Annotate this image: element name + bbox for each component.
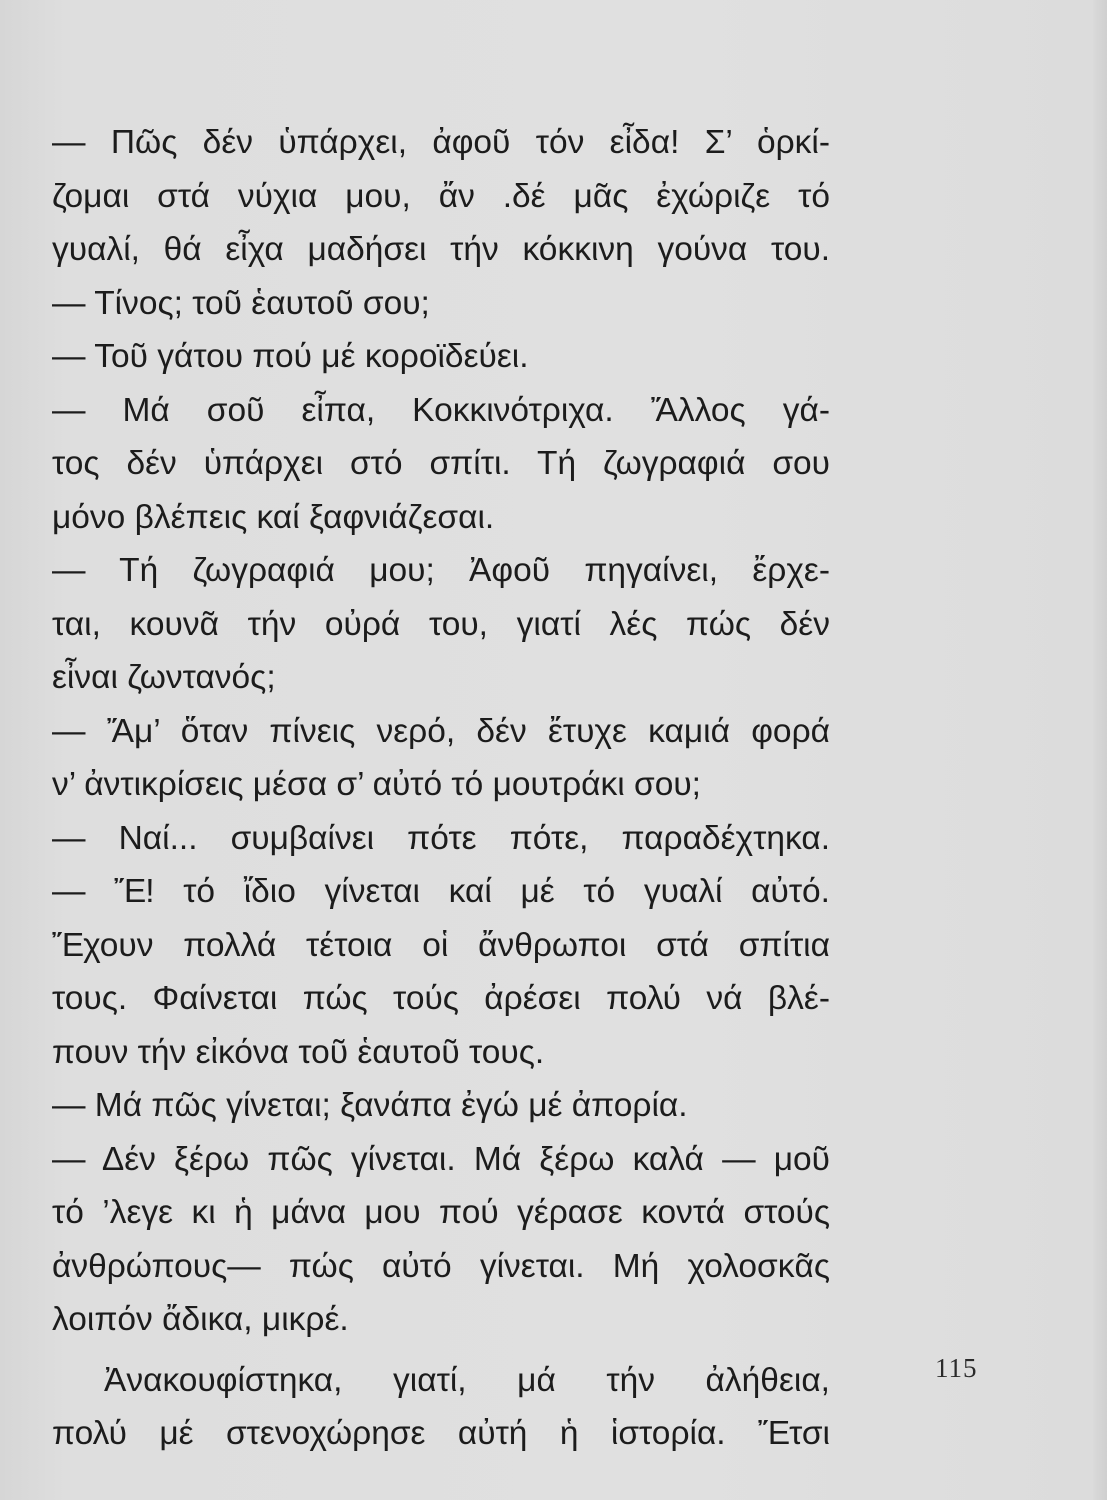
- text-line: — Τίνος; τοῦ ἑαυτοῦ σου;: [52, 284, 430, 322]
- text-line: — Ναί... συμβαίνει πότε πότε, παραδέχτηκα.: [52, 819, 830, 857]
- text-line: ται, κουνᾶ τήν οὐρά του, γιατί λές πώς δέν: [52, 605, 830, 643]
- text-line: ἀνθρώπους— πώς αὐτό γίνεται. Μή χολοσκᾶς: [52, 1247, 830, 1285]
- text-line: — Ἄμ’ ὅταν πίνεις νερό, δέν ἔτυχε καμιά φορά: [52, 712, 830, 750]
- text-line: ζομαι στά νύχια μου, ἄν .δέ μᾶς ἐχώριζε τό: [52, 177, 830, 215]
- page-edge: [1093, 0, 1107, 1500]
- text-line: — Ἔ! τό ἴδιο γίνεται καί μέ τό γυαλί αὐτό.: [52, 873, 830, 910]
- text-line: μόνο βλέπεις καί ξαφνιάζεσαι.: [52, 498, 495, 536]
- text-line: — Μά σοῦ εἶπα, Κοκκινότριχα. Ἄλλος γά-: [52, 391, 830, 429]
- text-line: εἶναι ζωντανός;: [52, 659, 276, 696]
- text-line: — Μά πῶς γίνεται; ξανάπα ἐγώ μέ ἀπορία.: [52, 1087, 688, 1124]
- text-line: γυαλί, θά εἶχα μαδήσει τήν κόκκινη γούνα του.: [52, 231, 830, 268]
- text-line: τό ’λεγε κι ἡ μάνα μου πού γέρασε κοντά στούς: [52, 1194, 830, 1231]
- text-line: ν’ ἀντικρίσεις μέσα σ’ αὐτό τό μουτράκι σου;: [52, 766, 701, 803]
- text-line: τους. Φαίνεται πώς τούς ἀρέσει πολύ νά βλέ-: [52, 980, 830, 1017]
- page-number: 115: [935, 1353, 978, 1383]
- body-text: [52, 116, 830, 1461]
- text-line: πουν τήν εἰκόνα τοῦ ἑαυτοῦ τους.: [52, 1033, 545, 1071]
- text-line: Ἔχουν πολλά τέτοια οἱ ἄνθρωποι στά σπίτια: [52, 926, 830, 964]
- text-line: — Τοῦ γάτου πού μέ κοροϊδεύει.: [52, 338, 529, 375]
- text-line: — Πῶς δέν ὑπάρχει, ἀφοῦ τόν εἶδα! Σ’ ὁρκί-: [52, 124, 830, 161]
- text-line: πολύ μέ στενοχώρησε αὐτή ἡ ἱστορία. Ἔτσι: [52, 1415, 830, 1452]
- text-line: λοιπόν ἄδικα, μικρέ.: [52, 1301, 349, 1338]
- text-line: — Τή ζωγραφιά μου; Ἀφοῦ πηγαίνει, ἔρχε-: [52, 552, 830, 589]
- text-line: — Δέν ξέρω πῶς γίνεται. Μά ξέρω καλά — μοῦ: [52, 1140, 830, 1178]
- text-line: Ἀνακουφίστηκα, γιατί, μά τήν ἀλήθεια,: [104, 1361, 830, 1399]
- text-line: τος δέν ὑπάρχει στό σπίτι. Τή ζωγραφιά σου: [52, 445, 830, 482]
